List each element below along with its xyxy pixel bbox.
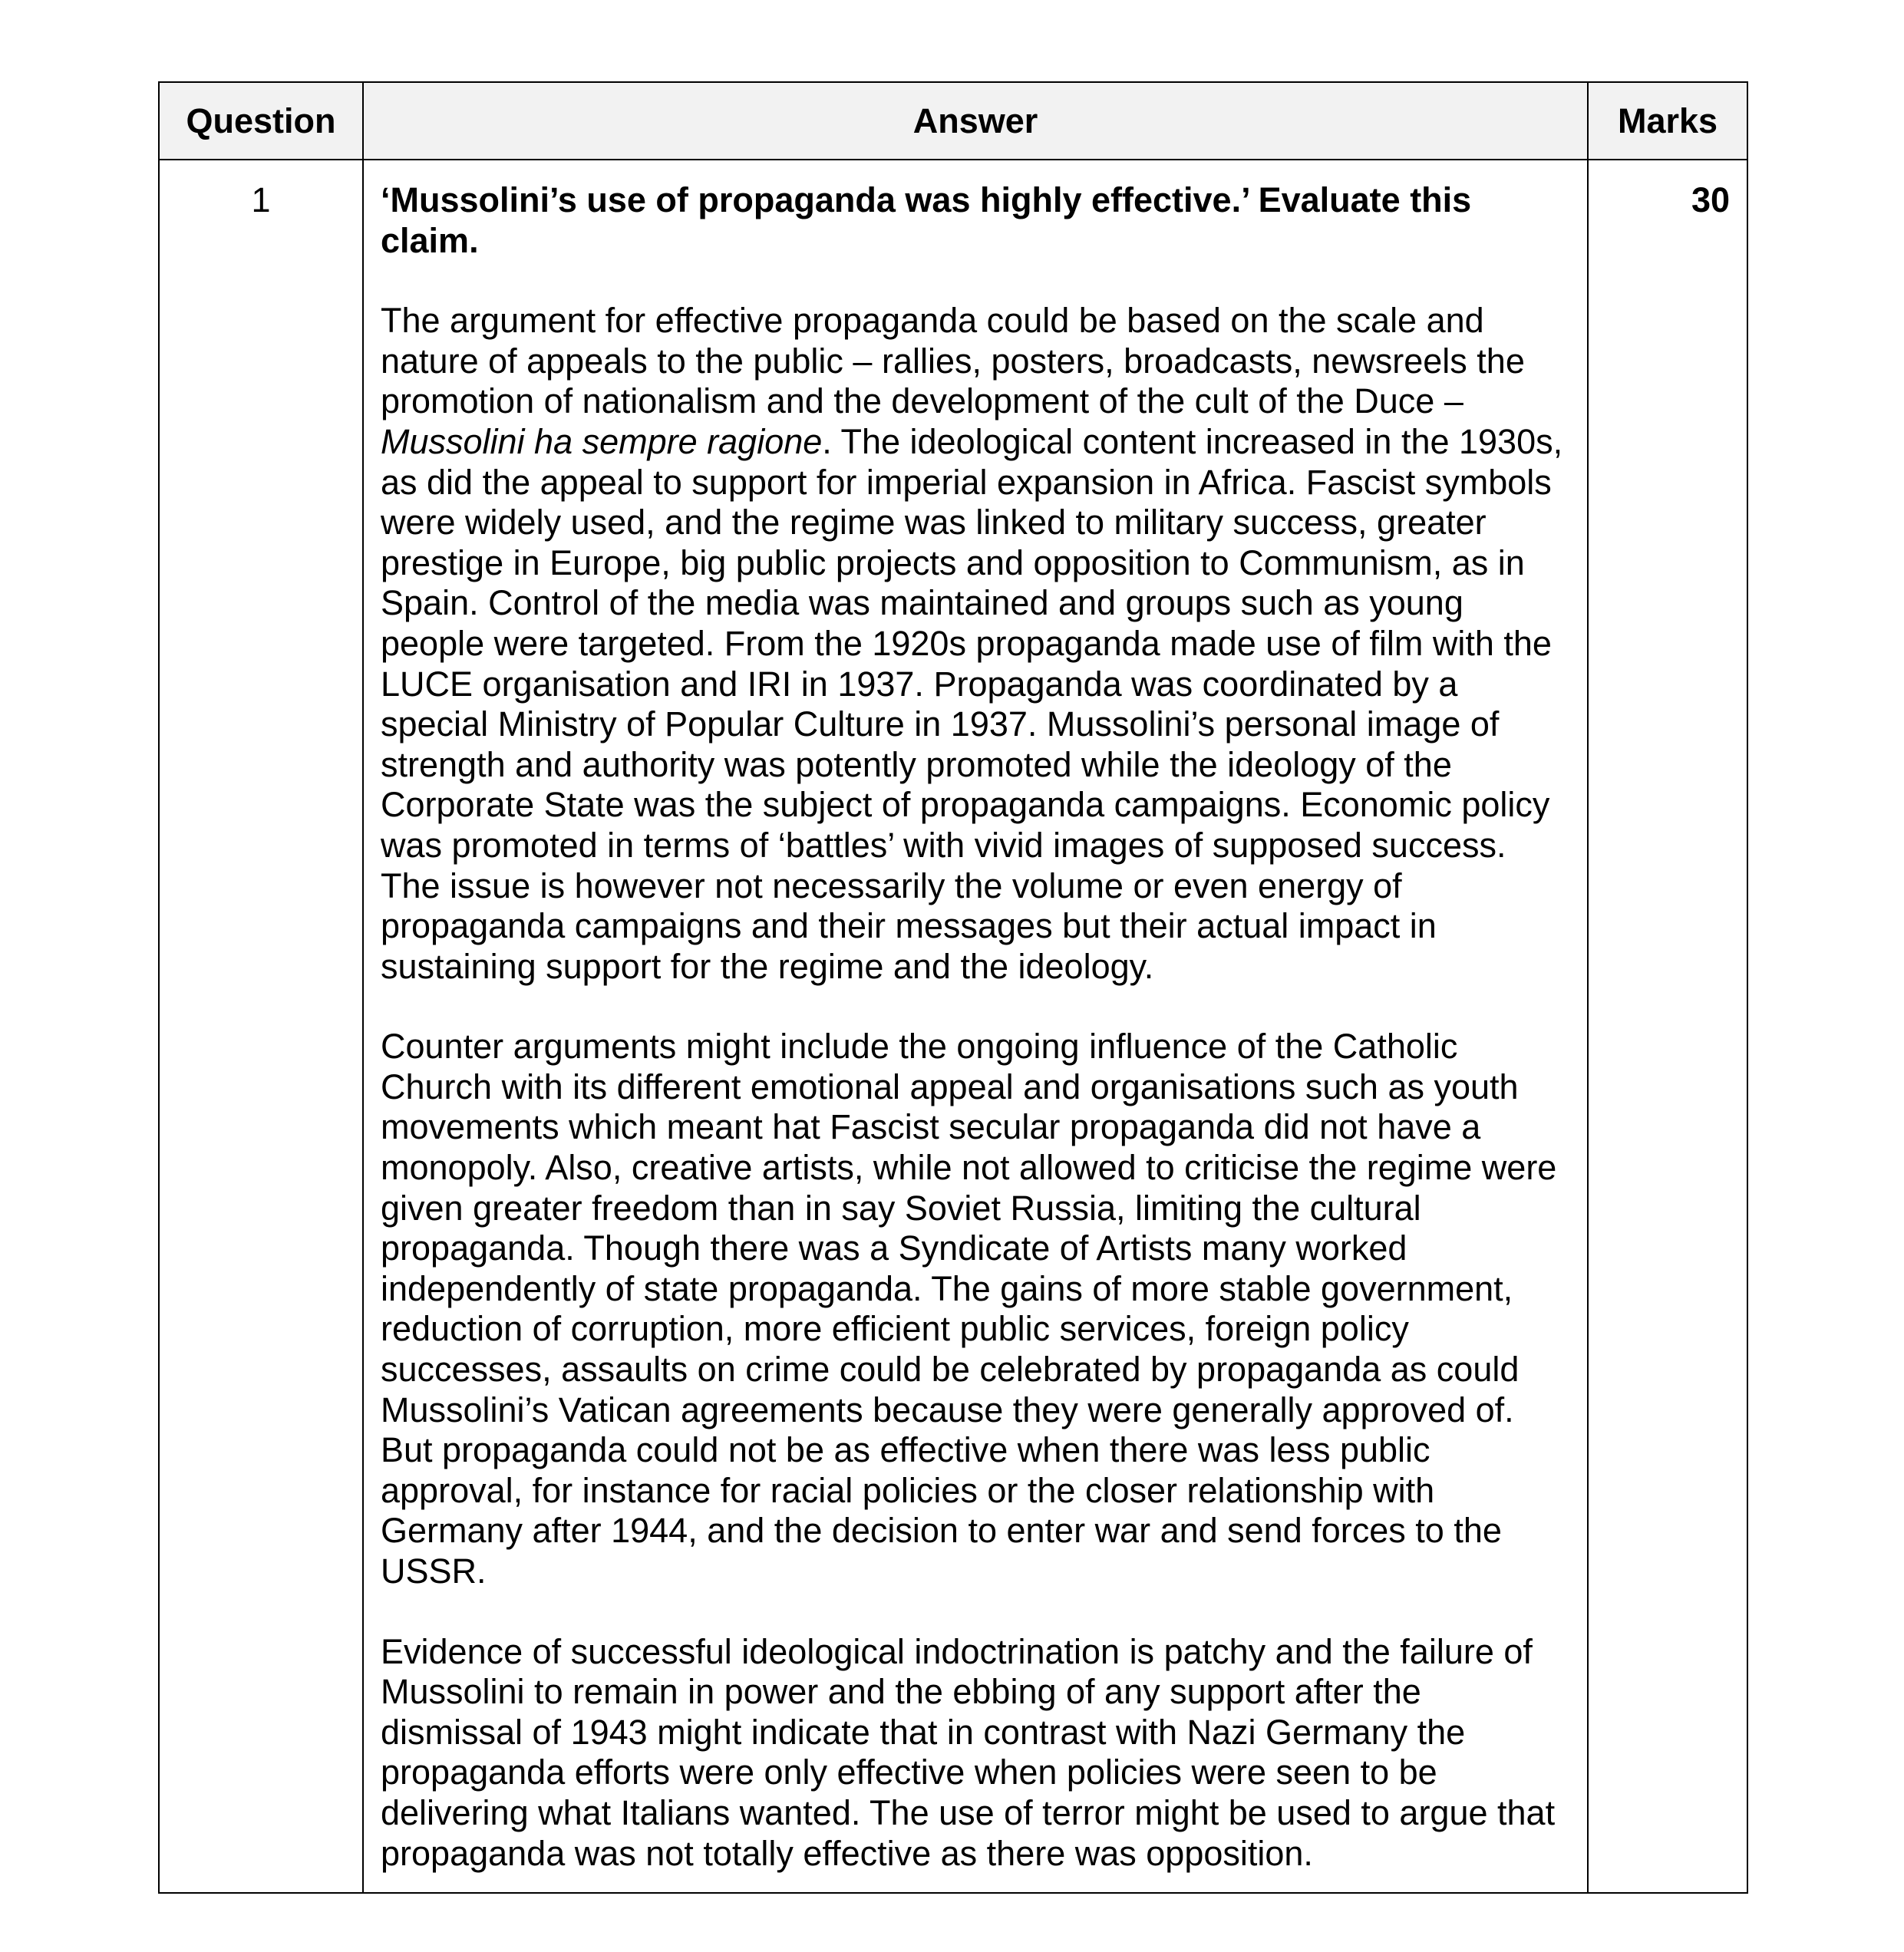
marks-value: 30 bbox=[1588, 160, 1747, 1893]
question-title: ‘Mussolini’s use of propaganda was highly effective.’ Evaluate this claim. bbox=[381, 180, 1472, 260]
answer-cell bbox=[363, 160, 1588, 1893]
table-row bbox=[159, 160, 1747, 1893]
answer-paragraph-2: Counter arguments might include the ongoing influence of the Catholic Church with its different emotional appeal and organisations such as youth movements which meant hat Fascist secular propaganda did not have a monopoly. Also, creative artists, while not allowed to criticise the regime were given greater freedom than in say Soviet Russia, limiting the cultural propaganda. Though there was a Syndicate of Artists many worked independently of state propaganda. The gains of more stable government, reduction of corruption, more efficient public services, foreign policy successes, assaults on crime could be celebrated by propaganda as could Mussolini’s Vatican agreements because they were generally approved of. But propaganda could not be as effective when there was less public approval, for instance for racial policies or the closer relationship with Germany after 1944, and the decision to enter war and send forces to the USSR. bbox=[381, 1027, 1557, 1591]
paragraph-1-text: The argument for effective propaganda could be based on the scale and nature of appeals to the public – rallies, posters, broadcasts, newsreels the promotion of nationalism and the development of the cult of the Duce – bbox=[381, 301, 1525, 421]
answer-paragraph-3: Evidence of successful ideological indoctrination is patchy and the failure of Mussolini to remain in power and the ebbing of any support after the dismissal of 1943 might indicate that in contrast with Nazi Germany the propaganda efforts were only effective when policies were seen to be delivering what Italians wanted. The use of terror might be used to argue that propaganda was not totally effective as there was opposition. bbox=[381, 1631, 1556, 1873]
header-question: Question bbox=[159, 82, 363, 160]
question-number: 1 bbox=[159, 160, 363, 1893]
table-header bbox=[159, 82, 1747, 160]
mark-scheme-table bbox=[158, 81, 1748, 1894]
header-row bbox=[159, 82, 1747, 160]
header-answer: Answer bbox=[363, 82, 1588, 160]
header-marks: Marks bbox=[1588, 82, 1747, 160]
paragraph-1-text-continued: . The ideological content increased in the 1930s, as did the appeal to support for imperial expansion in Africa. Fascist symbols were widely used, and the regime was linked to military success, greater prestige in Europe, big public projects and opposition to Communism, as in Spain. Control of the media was maintained and groups such as young people were targeted. From the 1920s propaganda made use of film with the LUCE organisation and IRI in 1937. Propaganda was coordinated by a special Ministry of Popular Culture in 1937. Mussolini’s personal image of strength and authority was potently promoted while the ideology of the Corporate State was the subject of propaganda campaigns. Economic policy was promoted in terms of ‘battles’ with vivid images of supposed success. The issue is however not necessarily the volume or even energy of propaganda campaigns and their messages but their actual impact in sustaining support for the regime and the ideology. bbox=[381, 421, 1563, 986]
answer-paragraph-1 bbox=[381, 301, 1570, 987]
paragraph-1-italic-phrase: Mussolini ha sempre ragione bbox=[381, 421, 823, 461]
table-body bbox=[159, 160, 1747, 1893]
